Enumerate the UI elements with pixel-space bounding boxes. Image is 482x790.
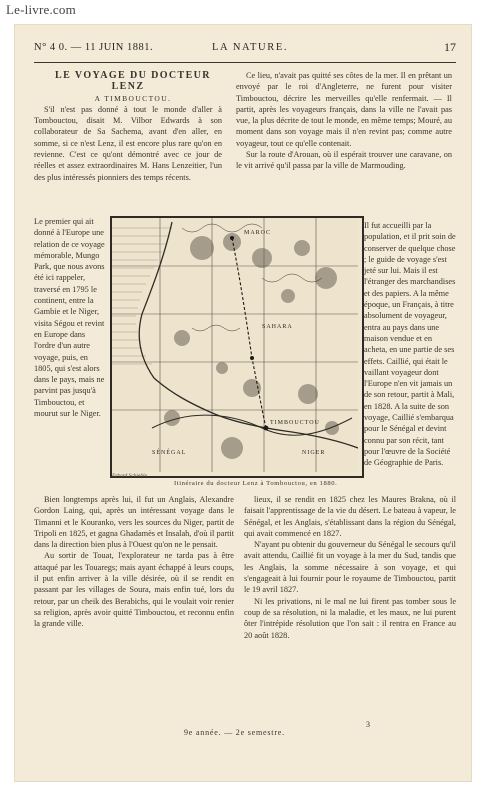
signature-mark: 3 [366,720,370,729]
journal-name: LA NATURE. [212,42,289,53]
newspaper-page [14,24,472,782]
left-narrow-column [34,216,108,478]
folio-line: 9e année. — 2e semestre. [184,728,285,737]
header-rule [34,62,456,63]
bottom-right-paragraph-2: N'ayant pu obtenir du gouverneur du Sénégal le secours qu'il avait attendu, Caillié fit un voyage à la mer du Sud, tandis que les Anglais, la somme nécessaire à son voyage, et qui s'engageait à lui fournir pour le royaume de Timbouctou, partit le 19 avril 1827. [244,540,456,595]
right-narrow-text: Il fut accueilli par la population, et il prit soin de conserver de quelque chose ; le guide de voyage s'est jeté sur lui. Mais il est l'étranger des marchandises et des papiers. A la même époque, un Français, à titre absolument de voyageur, entra au pays dans une maison vendue et en acheta, en une partie de ses effets. Caillié, qui était le vaillant voyageur dont l'Europe n'en vit jamais un de son retour, partit à Mali, en 1828. A la suite de son voyage, Caillié s'embarqua pour le Sénégal et devint connu par son récit, tant pour l'œuvre de la Société de Géographie de Paris. [364,221,456,468]
lead-paragraph: S'il n'est pas donné à tout le monde d'aller à Tombouctou, disait M. Vilbor Edwards à son collaborateur de Sa Sachema, avant d'en aller, en somme, si ce n'est Lenz, il est encore plus rare qu'on en revienne. C'est ce qu'ont démontré avec ce jour de réelles et assez extraordinaires M. Hans Lenzeitier, l'un des plus intéressés pionniers des temps récents. [34,104,222,182]
right-paragraph-2: Sur la route d'Arouan, où il espérait trouver une caravane, on le vit arrivé qu'il passa par la ville de Marmouding. [236,150,452,171]
bottom-right-paragraph-1: lieux, il se rendit en 1825 chez les Maures Brakna, où il faisait l'apprentissage de la vie du désert. Le bateau à vapeur, le Sénégal, et les Anglais, s'établissant dans la région du Sénégal, qui avait commencé en 1827. [244,495,456,538]
map-label-sahara: SAHARA [262,324,293,330]
bottom-right-column [244,494,456,720]
map-label-niger: NIGER [302,450,326,456]
left-column-top [34,70,222,212]
map-label-timbouctou: TIMBOUCTOU [270,420,320,426]
watermark-text: Le-livre.com [6,2,76,17]
bottom-left-column [34,494,234,720]
right-column-top [236,70,452,216]
article-title: LE VOYAGE DU DOCTEUR LENZ [55,70,211,93]
right-paragraph-1: Ce lieu, n'avait pas quitté ses côtes de la mer. Il en prêtant un envoyé par le roi d'Angleterre, ne furent pour visiter Timbouctou, décrire les merveilles qu'elle renfermait. — Il partit, après les voyageurs français, dans la ville ne l'avait pas vue, la plus décrite de tout le monde, en même temps; Mouré, au moment dans son voyage mais il n'en revint pas; comme autre voyageur, tout ce qu'elle contenait. [236,71,452,148]
itinerary-map [112,218,358,472]
article-subtitle: A TIMBOUCTOU. [94,93,172,103]
issue-date: N° 4 0. — 11 JUIN 1881. [34,42,154,53]
bottom-left-paragraph-2: Au sortir de Touat, l'explorateur ne tarda pas à être attaqué par les Touaregs; mais ayant échappé à leurs coups, il put enfin arriver à la ville désirée, où il se rendit en passant par les villages de Soura, mais enfin tué, lors du retour, par un cheik des Berabichs, qui le voulait voir renier sa religion, après avoir quitté Timbouctou, et reconnu enfin la grande ville. [34,551,234,629]
bottom-left-paragraph-1: Bien longtemps après lui, il fut un Anglais, Alexandre Gordon Laing, qui, après un intéressant voyage dans le Timanni et le Kouranko, vers les sources du Niger, partit de Tripoli en 1825, et gagna Ghadamès et Insalah, d'où il partit dans la direction bien plus à l'Ouest qu'on ne le pensait. [34,495,234,550]
map-label-maroc: MAROC [244,230,272,236]
bottom-right-paragraph-3: Ni les privations, ni le mal ne lui firent pas tomber sous le coup de sa résolution, ni la maladie, et les maux, ne lui purent ôter l'intrépide résolution que l'on sait : il rentra en France au 20 août 1828. [244,596,456,640]
right-narrow-column [364,220,456,476]
left-narrow-text: Le premier qui ait donné à l'Europe une relation de ce voyage mémorable, Mungo Park, que nous avons été ici rappeler, traversé en 1795 le continent, entre la Gambie et le Niger, visita Ségou et revint en Europe dans l'ordre d'un autre voyage, puis, en 1805, qui s'est alors dans le pays, mais ne parvint pas jusqu'à Timbouctou, et mourut sur le Niger. [34,217,105,419]
running-head [34,40,456,58]
map-engraver-credit: Erhard Schieble [112,473,147,479]
page-number: 17 [444,40,456,54]
map-caption: Itinéraire du docteur Lenz à Tombouctou, en 1880. [174,480,338,487]
map-illustration [110,216,364,478]
map-label-senegal: SÉNÉGAL [152,450,187,456]
